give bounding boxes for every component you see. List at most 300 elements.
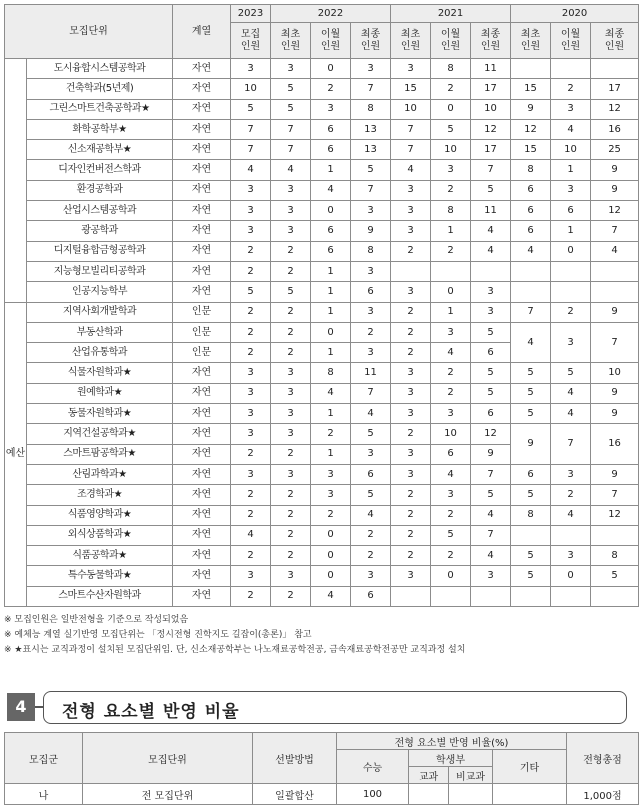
value-cell: 1 [311, 160, 351, 180]
value-cell: 5 [471, 485, 511, 505]
value-cell: 11 [351, 363, 391, 383]
value-cell: 8 [431, 201, 471, 221]
value-cell: 7 [391, 140, 431, 160]
field-cell: 자연 [173, 160, 231, 180]
field-cell: 자연 [173, 586, 231, 606]
value-cell: 2 [351, 525, 391, 545]
value-cell: 12 [471, 424, 511, 444]
value-cell: 6 [471, 343, 511, 363]
value-cell: 2 [431, 363, 471, 383]
field-cell: 자연 [173, 59, 231, 79]
value-cell: 9 [471, 444, 511, 464]
value-cell: 4 [431, 343, 471, 363]
ratio-header-suneung: 수능 [337, 750, 409, 784]
ratio-header-group: 모집군 [5, 733, 83, 784]
value-cell-2020-merged: 3 [551, 322, 591, 363]
value-cell: 3 [271, 201, 311, 221]
table-row [5, 404, 639, 424]
value-cell: 13 [351, 119, 391, 139]
unit-cell: 광공학과 [27, 221, 173, 241]
field-cell: 인문 [173, 343, 231, 363]
value-cell: 1 [311, 444, 351, 464]
value-cell-2020: 9 [511, 99, 551, 119]
value-cell: 3 [351, 444, 391, 464]
value-cell-2020: 9 [591, 302, 639, 322]
value-cell: 4 [231, 525, 271, 545]
value-cell: 2 [231, 546, 271, 566]
value-cell: 15 [391, 79, 431, 99]
value-cell-2020: 3 [551, 180, 591, 200]
value-cell: 3 [231, 424, 271, 444]
value-cell: 7 [391, 119, 431, 139]
value-cell-2020: 10 [591, 363, 639, 383]
value-cell: 4 [351, 404, 391, 424]
table-row [5, 99, 639, 119]
value-cell: 1 [311, 302, 351, 322]
value-cell: 6 [311, 241, 351, 261]
value-cell: 6 [471, 404, 511, 424]
field-cell: 자연 [173, 383, 231, 403]
value-cell-2020: 12 [591, 99, 639, 119]
value-cell-2020-merged: 7 [551, 424, 591, 465]
value-cell-2020 [591, 282, 639, 302]
subheader-cell: 최종 인원 [351, 23, 391, 59]
value-cell: 3 [471, 302, 511, 322]
value-cell: 10 [431, 424, 471, 444]
value-cell-2020: 16 [591, 119, 639, 139]
value-cell-2020-merged: 16 [591, 424, 639, 465]
field-cell: 자연 [173, 444, 231, 464]
unit-cell: 건축학과(5년제) [27, 79, 173, 99]
value-cell: 4 [471, 221, 511, 241]
header-year-2023: 2023 [231, 5, 271, 23]
value-cell-2020 [511, 59, 551, 79]
value-cell: 6 [311, 140, 351, 160]
table-row [5, 464, 639, 484]
value-cell-2020: 1 [551, 160, 591, 180]
value-cell [431, 586, 471, 606]
value-cell: 4 [391, 160, 431, 180]
value-cell-2020: 0 [551, 241, 591, 261]
table-row [5, 201, 639, 221]
value-cell-2020: 0 [551, 566, 591, 586]
ratio-header-other: 기타 [493, 750, 567, 784]
section-header [4, 690, 633, 726]
value-cell: 3 [271, 383, 311, 403]
unit-cell: 디지털융합금형공학과 [27, 241, 173, 261]
header-unit: 모집단위 [5, 5, 173, 59]
value-cell [431, 261, 471, 281]
value-cell-2020: 4 [591, 241, 639, 261]
value-cell-2020 [551, 59, 591, 79]
unit-cell: 특수동물학과★ [27, 566, 173, 586]
value-cell: 12 [471, 119, 511, 139]
value-cell: 3 [351, 343, 391, 363]
ratio-other [493, 784, 567, 805]
value-cell: 2 [431, 180, 471, 200]
value-cell: 2 [391, 241, 431, 261]
value-cell: 3 [231, 201, 271, 221]
field-cell: 자연 [173, 566, 231, 586]
ratio-header-total: 전형총점 [567, 733, 639, 784]
value-cell: 8 [351, 99, 391, 119]
value-cell-2020: 3 [551, 464, 591, 484]
value-cell: 3 [351, 59, 391, 79]
table-row [5, 302, 639, 322]
value-cell: 17 [471, 79, 511, 99]
table-row [5, 363, 639, 383]
unit-cell: 스마트수산자원학과 [27, 586, 173, 606]
unit-cell: 스마트팜공학과★ [27, 444, 173, 464]
value-cell: 3 [231, 363, 271, 383]
value-cell: 2 [271, 586, 311, 606]
unit-cell: 디자인컨버전스학과 [27, 160, 173, 180]
ratio-suneung: 100 [337, 784, 409, 805]
value-cell: 3 [231, 221, 271, 241]
field-cell: 인문 [173, 302, 231, 322]
value-cell: 5 [351, 160, 391, 180]
value-cell: 9 [351, 221, 391, 241]
subheader-cell: 최초 인원 [511, 23, 551, 59]
ratio-method: 일괄합산 [253, 784, 337, 805]
value-cell: 2 [351, 546, 391, 566]
field-cell: 자연 [173, 79, 231, 99]
note-1: ※ 모집인원은 일반전형을 기준으로 작성되었음 [4, 615, 189, 625]
value-cell-2020 [551, 282, 591, 302]
value-cell: 3 [431, 322, 471, 342]
value-cell-2020: 1 [551, 221, 591, 241]
value-cell: 3 [231, 59, 271, 79]
value-cell: 0 [311, 525, 351, 545]
value-cell: 0 [311, 566, 351, 586]
value-cell: 3 [471, 566, 511, 586]
value-cell: 5 [431, 525, 471, 545]
value-cell: 2 [391, 322, 431, 342]
value-cell: 2 [431, 241, 471, 261]
value-cell: 1 [311, 343, 351, 363]
value-cell: 3 [271, 363, 311, 383]
value-cell: 1 [431, 302, 471, 322]
ratio-header-unit: 모집단위 [83, 733, 253, 784]
value-cell: 5 [351, 424, 391, 444]
value-cell-2020: 8 [511, 505, 551, 525]
unit-cell: 식품영양학과★ [27, 505, 173, 525]
value-cell: 3 [311, 464, 351, 484]
field-cell: 자연 [173, 505, 231, 525]
unit-cell: 산림과학과★ [27, 464, 173, 484]
value-cell-2020 [591, 586, 639, 606]
value-cell: 3 [431, 404, 471, 424]
value-cell: 0 [431, 566, 471, 586]
value-cell: 11 [471, 201, 511, 221]
value-cell: 2 [231, 343, 271, 363]
value-cell-2020: 4 [551, 383, 591, 403]
value-cell: 5 [231, 282, 271, 302]
table-row [5, 241, 639, 261]
value-cell: 2 [231, 302, 271, 322]
value-cell: 4 [271, 160, 311, 180]
value-cell-2020: 3 [551, 546, 591, 566]
value-cell-2020: 12 [591, 201, 639, 221]
value-cell-2020-merged: 9 [511, 424, 551, 465]
value-cell: 2 [431, 79, 471, 99]
value-cell-2020: 9 [591, 180, 639, 200]
value-cell-2020: 2 [551, 79, 591, 99]
unit-cell: 신소재공학부★ [27, 140, 173, 160]
value-cell: 3 [231, 383, 271, 403]
value-cell-2020: 9 [591, 160, 639, 180]
value-cell-2020: 6 [551, 201, 591, 221]
value-cell: 4 [231, 160, 271, 180]
ratio-header-subject: 교과 [409, 767, 449, 784]
value-cell: 1 [431, 221, 471, 241]
value-cell: 7 [271, 140, 311, 160]
value-cell: 2 [231, 241, 271, 261]
table-row [5, 119, 639, 139]
subheader-cell: 최종 인원 [591, 23, 639, 59]
value-cell: 13 [351, 140, 391, 160]
value-cell: 6 [311, 119, 351, 139]
value-cell: 3 [311, 99, 351, 119]
value-cell: 3 [231, 566, 271, 586]
notes [4, 613, 465, 658]
value-cell: 3 [391, 201, 431, 221]
value-cell: 10 [391, 99, 431, 119]
value-cell: 4 [431, 464, 471, 484]
table-row [5, 160, 639, 180]
value-cell: 3 [231, 404, 271, 424]
unit-cell: 산업유통학과 [27, 343, 173, 363]
value-cell-2020: 6 [511, 221, 551, 241]
value-cell-2020: 2 [551, 302, 591, 322]
value-cell: 7 [471, 464, 511, 484]
table-row [5, 261, 639, 281]
value-cell: 2 [271, 241, 311, 261]
subheader-cell: 최종 인원 [471, 23, 511, 59]
value-cell-2020: 9 [591, 383, 639, 403]
value-cell [471, 261, 511, 281]
value-cell-2020: 9 [591, 404, 639, 424]
value-cell-2020 [511, 586, 551, 606]
value-cell-2020 [591, 261, 639, 281]
value-cell-2020: 4 [511, 241, 551, 261]
unit-cell: 식물자원학과★ [27, 363, 173, 383]
value-cell: 8 [431, 59, 471, 79]
ratio-group: 나 [5, 784, 83, 805]
subheader-cell: 최초 인원 [271, 23, 311, 59]
value-cell: 0 [311, 59, 351, 79]
value-cell: 3 [431, 485, 471, 505]
value-cell-2020 [591, 525, 639, 545]
unit-cell: 도시융합시스템공학과 [27, 59, 173, 79]
value-cell: 2 [271, 444, 311, 464]
value-cell-2020: 2 [551, 485, 591, 505]
value-cell: 4 [311, 180, 351, 200]
field-cell: 자연 [173, 99, 231, 119]
value-cell: 2 [231, 261, 271, 281]
value-cell-2020: 4 [551, 119, 591, 139]
unit-cell: 지역건설공학과★ [27, 424, 173, 444]
value-cell-2020: 5 [511, 485, 551, 505]
subheader-cell: 이월 인원 [551, 23, 591, 59]
value-cell: 5 [351, 485, 391, 505]
section-connector [35, 706, 43, 708]
field-cell: 자연 [173, 424, 231, 444]
value-cell-2020: 4 [551, 404, 591, 424]
field-cell: 자연 [173, 140, 231, 160]
unit-cell: 환경공학과 [27, 180, 173, 200]
value-cell-2020 [551, 525, 591, 545]
value-cell-2020: 8 [511, 160, 551, 180]
unit-cell: 화학공학부★ [27, 119, 173, 139]
value-cell: 2 [391, 343, 431, 363]
field-cell: 자연 [173, 525, 231, 545]
subheader-cell: 최초 인원 [391, 23, 431, 59]
value-cell: 2 [271, 343, 311, 363]
subheader-cell: 이월 인원 [431, 23, 471, 59]
field-cell: 자연 [173, 546, 231, 566]
value-cell: 5 [431, 119, 471, 139]
value-cell: 3 [391, 566, 431, 586]
table-row [5, 322, 639, 342]
field-cell: 자연 [173, 363, 231, 383]
value-cell: 3 [471, 282, 511, 302]
table-row [5, 525, 639, 545]
value-cell: 2 [311, 79, 351, 99]
value-cell: 2 [391, 525, 431, 545]
value-cell: 10 [431, 140, 471, 160]
value-cell: 6 [351, 282, 391, 302]
field-cell: 자연 [173, 404, 231, 424]
value-cell: 3 [391, 59, 431, 79]
value-cell-2020: 12 [511, 119, 551, 139]
value-cell: 3 [351, 201, 391, 221]
value-cell-2020: 6 [511, 464, 551, 484]
note-2: ※ 예체능 계열 실기반영 모집단위는 「정시전형 진학지도 길잡이(총론)」 참고 [4, 630, 312, 640]
value-cell: 2 [231, 444, 271, 464]
value-cell-2020: 5 [511, 363, 551, 383]
value-cell: 3 [391, 404, 431, 424]
section-number: 4 [7, 693, 35, 721]
value-cell: 3 [351, 261, 391, 281]
value-cell: 3 [391, 221, 431, 241]
value-cell: 8 [351, 241, 391, 261]
value-cell: 7 [351, 79, 391, 99]
value-cell: 5 [271, 79, 311, 99]
value-cell: 7 [471, 525, 511, 545]
header-year-2021: 2021 [391, 5, 511, 23]
subheader-cell: 이월 인원 [311, 23, 351, 59]
unit-cell: 지능형모빌리티공학과 [27, 261, 173, 281]
value-cell: 2 [271, 525, 311, 545]
unit-cell: 인공지능학부 [27, 282, 173, 302]
value-cell: 1 [311, 261, 351, 281]
value-cell-2020 [511, 525, 551, 545]
value-cell-2020: 8 [591, 546, 639, 566]
ratio-nonsubject [449, 784, 493, 805]
table-row [5, 180, 639, 200]
value-cell-2020: 15 [511, 79, 551, 99]
value-cell: 2 [431, 383, 471, 403]
value-cell: 2 [351, 322, 391, 342]
group-label: 예산 [5, 302, 27, 606]
value-cell: 3 [391, 180, 431, 200]
value-cell: 3 [311, 485, 351, 505]
table-row [5, 140, 639, 160]
value-cell-2020 [591, 59, 639, 79]
value-cell: 6 [311, 221, 351, 241]
unit-cell: 식품공학과★ [27, 546, 173, 566]
value-cell: 4 [351, 505, 391, 525]
ratio-header-ratio: 전형 요소별 반영 비율(%) [337, 733, 567, 750]
value-cell: 2 [391, 546, 431, 566]
ratio-total: 1,000점 [567, 784, 639, 805]
value-cell-2020: 7 [591, 221, 639, 241]
value-cell: 8 [311, 363, 351, 383]
value-cell-2020: 5 [511, 546, 551, 566]
value-cell: 3 [391, 383, 431, 403]
value-cell: 7 [231, 119, 271, 139]
value-cell: 2 [391, 424, 431, 444]
value-cell: 7 [471, 160, 511, 180]
table-row [5, 59, 639, 79]
value-cell: 7 [231, 140, 271, 160]
value-cell-2020: 7 [511, 302, 551, 322]
value-cell: 2 [431, 546, 471, 566]
field-cell: 자연 [173, 180, 231, 200]
value-cell: 4 [311, 383, 351, 403]
value-cell: 5 [271, 99, 311, 119]
table-row [5, 485, 639, 505]
value-cell-2020 [551, 261, 591, 281]
field-cell: 자연 [173, 464, 231, 484]
table-row [5, 282, 639, 302]
value-cell: 2 [311, 424, 351, 444]
value-cell: 3 [391, 464, 431, 484]
value-cell: 3 [391, 282, 431, 302]
value-cell: 4 [471, 241, 511, 261]
value-cell: 0 [311, 322, 351, 342]
field-cell: 자연 [173, 241, 231, 261]
ratio-unit: 전 모집단위 [83, 784, 253, 805]
value-cell: 5 [471, 383, 511, 403]
unit-cell: 산업시스템공학과 [27, 201, 173, 221]
value-cell: 0 [311, 546, 351, 566]
ratio-header-nonsubject: 비교과 [449, 767, 493, 784]
field-cell: 인문 [173, 322, 231, 342]
value-cell-2020: 7 [591, 485, 639, 505]
value-cell: 5 [271, 282, 311, 302]
table-row [5, 221, 639, 241]
value-cell: 3 [271, 566, 311, 586]
group-cell-empty [5, 59, 27, 303]
value-cell: 5 [471, 180, 511, 200]
value-cell: 7 [351, 383, 391, 403]
table-row [5, 79, 639, 99]
table-row [5, 424, 639, 444]
value-cell: 3 [231, 180, 271, 200]
value-cell-2020-merged: 4 [511, 322, 551, 363]
value-cell [391, 586, 431, 606]
value-cell-2020 [511, 282, 551, 302]
value-cell-2020: 17 [591, 79, 639, 99]
value-cell-2020: 5 [591, 566, 639, 586]
value-cell: 3 [271, 221, 311, 241]
value-cell: 4 [311, 586, 351, 606]
value-cell: 2 [391, 302, 431, 322]
field-cell: 자연 [173, 221, 231, 241]
value-cell-2020 [551, 586, 591, 606]
